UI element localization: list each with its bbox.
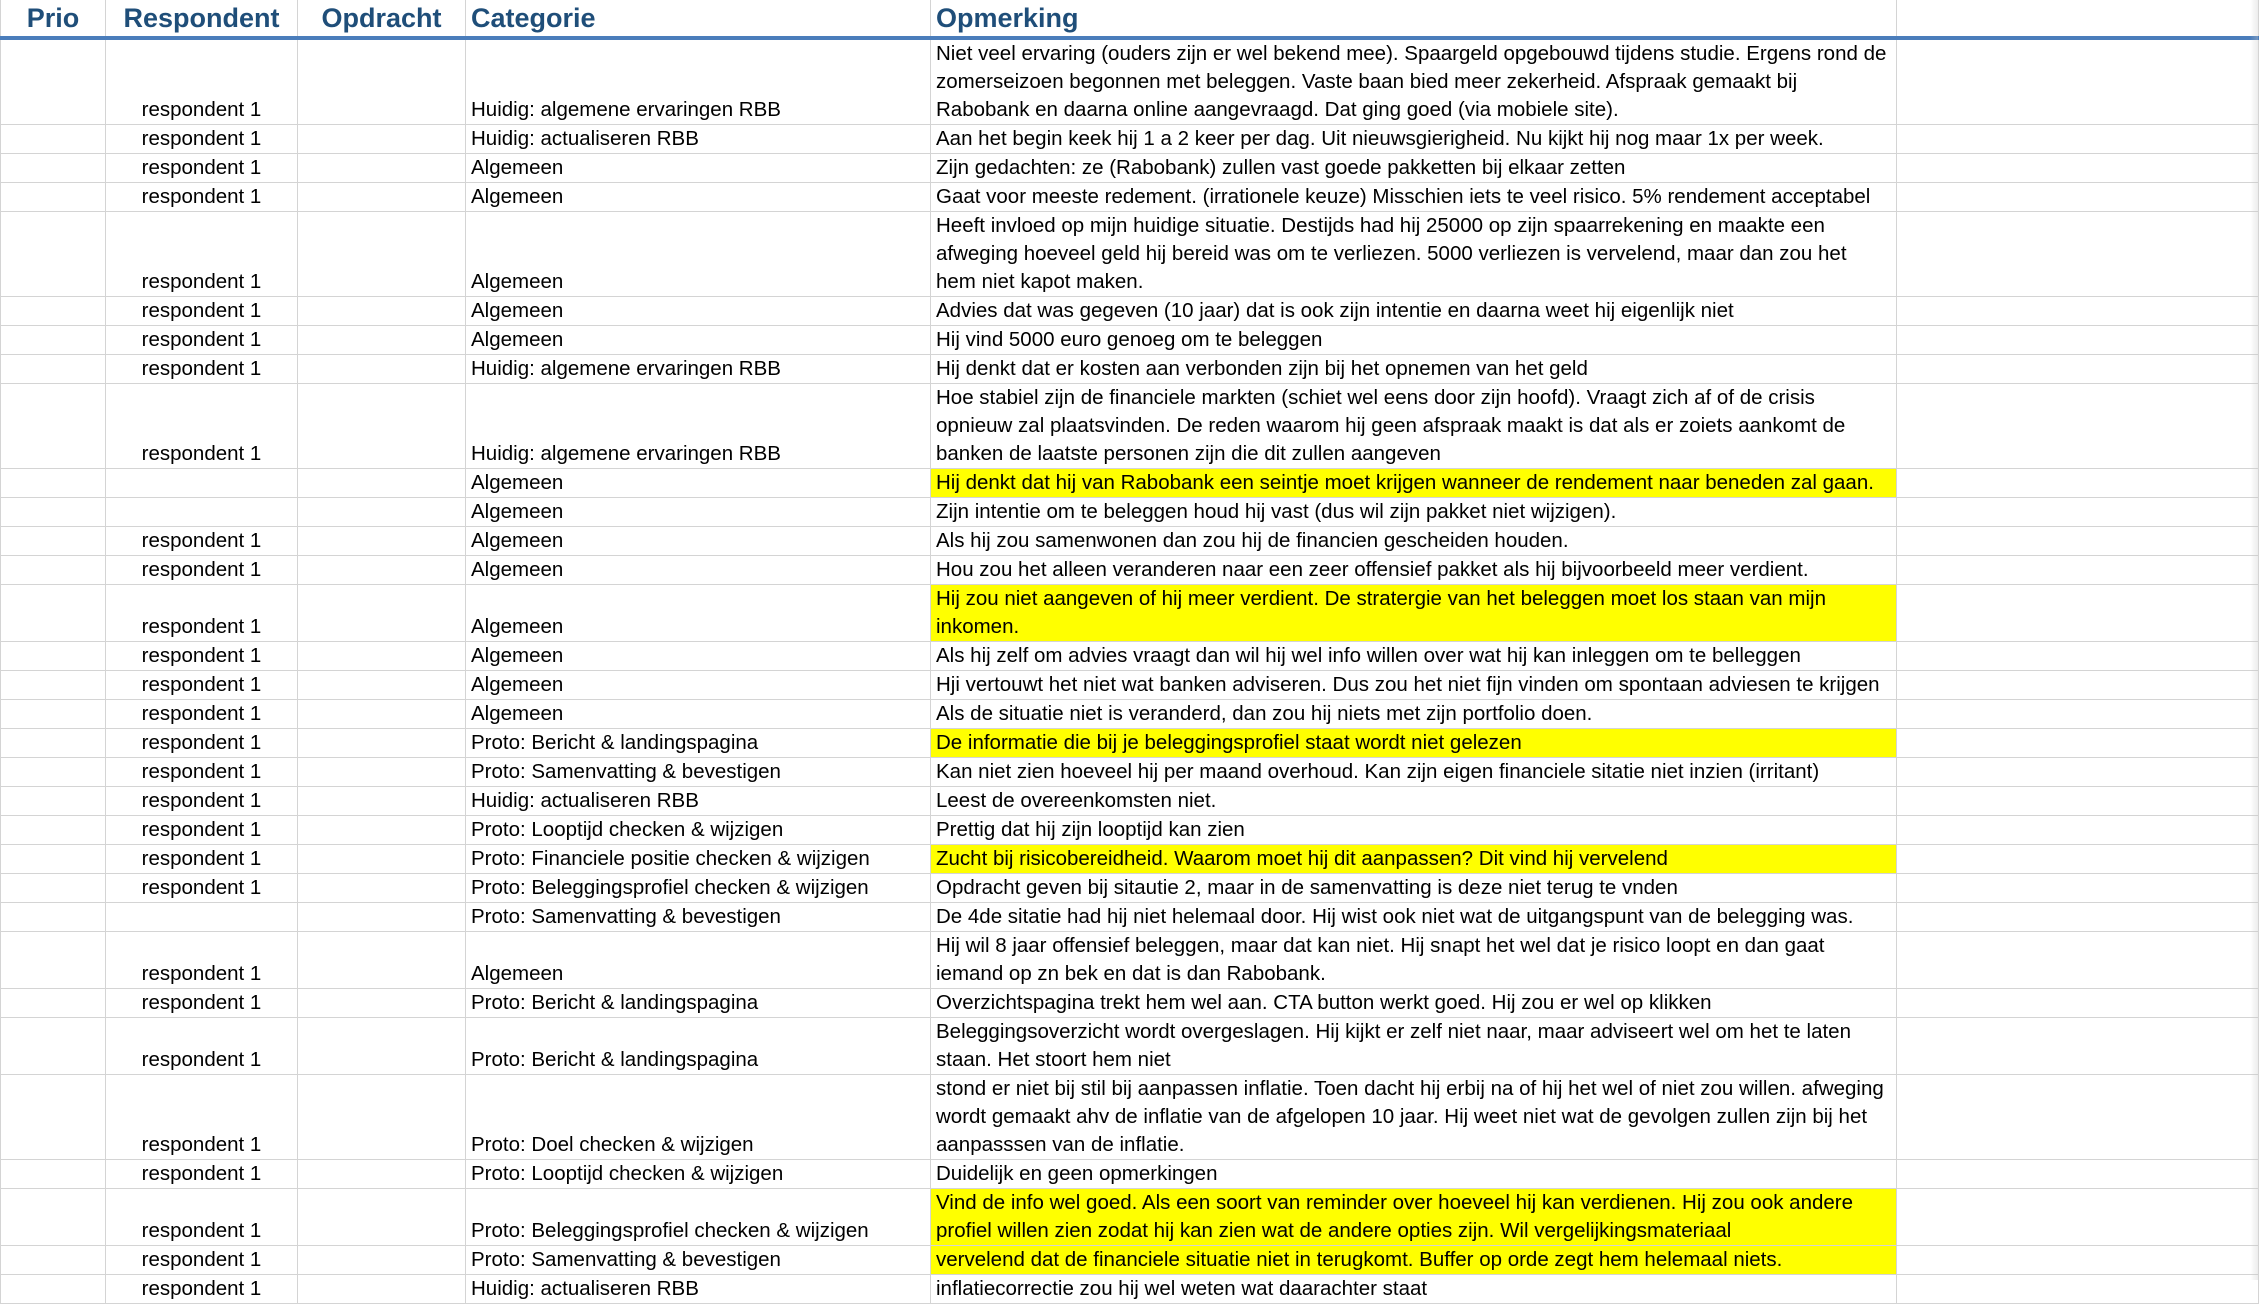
cell-categorie[interactable]: Proto: Bericht & landingspagina [466, 729, 931, 758]
cell-opdracht[interactable] [298, 700, 466, 729]
table-row[interactable] [1, 585, 2259, 642]
cell-empty[interactable] [1897, 297, 2259, 326]
table-row[interactable] [1, 1275, 2259, 1304]
cell-opdracht[interactable] [298, 183, 466, 212]
cell-opmerking[interactable]: Zijn gedachten: ze (Rabobank) zullen vast goede pakketten bij elkaar zetten [931, 154, 1897, 183]
cell-categorie[interactable]: Huidig: actualiseren RBB [466, 1275, 931, 1304]
cell-empty[interactable] [1897, 1075, 2259, 1160]
cell-opmerking[interactable]: Als hij zou samenwonen dan zou hij de financien gescheiden houden. [931, 527, 1897, 556]
cell-prio[interactable] [1, 729, 106, 758]
cell-opmerking[interactable]: Vind de info wel goed. Als een soort van reminder over hoeveel hij kan verdienen. Hij zou ook andere profiel willen zien zodat hij kan zien wat de andere opties zijn. Wil vergelijkingsmateriaal [931, 1189, 1897, 1246]
table-row[interactable] [1, 1160, 2259, 1189]
cell-empty[interactable] [1897, 989, 2259, 1018]
cell-prio[interactable] [1, 1018, 106, 1075]
cell-prio[interactable] [1, 125, 106, 154]
table-row[interactable] [1, 125, 2259, 154]
cell-categorie[interactable]: Proto: Beleggingsprofiel checken & wijzigen [466, 874, 931, 903]
cell-categorie[interactable]: Algemeen [466, 700, 931, 729]
cell-opdracht[interactable] [298, 125, 466, 154]
cell-prio[interactable] [1, 874, 106, 903]
cell-empty[interactable] [1897, 212, 2259, 297]
cell-categorie[interactable]: Proto: Doel checken & wijzigen [466, 1075, 931, 1160]
cell-opmerking[interactable]: Als hij zelf om advies vraagt dan wil hij wel info willen over wat hij kan inleggen om te belleggen [931, 642, 1897, 671]
column-header-prio[interactable]: Prio [1, 0, 106, 38]
cell-categorie[interactable]: Proto: Beleggingsprofiel checken & wijzigen [466, 1189, 931, 1246]
cell-opdracht[interactable] [298, 297, 466, 326]
cell-empty[interactable] [1897, 845, 2259, 874]
table-row[interactable] [1, 642, 2259, 671]
cell-respondent[interactable]: respondent 1 [106, 297, 298, 326]
cell-opmerking[interactable]: Hij zou niet aangeven of hij meer verdient. De stratergie van het beleggen moet los staan van mijn inkomen. [931, 585, 1897, 642]
table-row[interactable] [1, 700, 2259, 729]
table-row[interactable] [1, 556, 2259, 585]
cell-respondent[interactable]: respondent 1 [106, 556, 298, 585]
cell-empty[interactable] [1897, 355, 2259, 384]
cell-opmerking[interactable]: Hij vind 5000 euro genoeg om te beleggen [931, 326, 1897, 355]
cell-opdracht[interactable] [298, 154, 466, 183]
cell-opdracht[interactable] [298, 585, 466, 642]
cell-prio[interactable] [1, 642, 106, 671]
cell-categorie[interactable]: Algemeen [466, 642, 931, 671]
cell-respondent[interactable]: respondent 1 [106, 932, 298, 989]
table-row[interactable] [1, 1246, 2259, 1275]
cell-respondent[interactable] [106, 498, 298, 527]
cell-categorie[interactable]: Huidig: actualiseren RBB [466, 125, 931, 154]
cell-respondent[interactable]: respondent 1 [106, 154, 298, 183]
cell-opmerking[interactable]: vervelend dat de financiele situatie niet in terugkomt. Buffer op orde zegt hem helemaal niets. [931, 1246, 1897, 1275]
cell-respondent[interactable]: respondent 1 [106, 816, 298, 845]
cell-categorie[interactable]: Algemeen [466, 932, 931, 989]
cell-prio[interactable] [1, 787, 106, 816]
cell-empty[interactable] [1897, 384, 2259, 469]
table-row[interactable] [1, 384, 2259, 469]
cell-prio[interactable] [1, 700, 106, 729]
cell-categorie[interactable]: Huidig: algemene ervaringen RBB [466, 384, 931, 469]
cell-opmerking[interactable]: Beleggingsoverzicht wordt overgeslagen. Hij kijkt er zelf niet naar, maar adviseert wel om het te laten staan. Het stoort hem niet [931, 1018, 1897, 1075]
cell-categorie[interactable]: Algemeen [466, 469, 931, 498]
cell-prio[interactable] [1, 212, 106, 297]
cell-opdracht[interactable] [298, 326, 466, 355]
cell-opmerking[interactable]: De informatie die bij je beleggingsprofiel staat wordt niet gelezen [931, 729, 1897, 758]
cell-prio[interactable] [1, 1246, 106, 1275]
cell-prio[interactable] [1, 1275, 106, 1304]
cell-prio[interactable] [1, 154, 106, 183]
cell-opdracht[interactable] [298, 1189, 466, 1246]
cell-opmerking[interactable]: Hij denkt dat hij van Rabobank een seintje moet krijgen wanneer de rendement naar beneden zal gaan. [931, 469, 1897, 498]
cell-prio[interactable] [1, 384, 106, 469]
cell-opdracht[interactable] [298, 758, 466, 787]
cell-empty[interactable] [1897, 816, 2259, 845]
cell-empty[interactable] [1897, 642, 2259, 671]
cell-opdracht[interactable] [298, 903, 466, 932]
cell-opmerking[interactable]: Als de situatie niet is veranderd, dan zou hij niets met zijn portfolio doen. [931, 700, 1897, 729]
cell-prio[interactable] [1, 903, 106, 932]
cell-empty[interactable] [1897, 1018, 2259, 1075]
header-row [1, 0, 2259, 38]
cell-respondent[interactable]: respondent 1 [106, 671, 298, 700]
cell-opmerking[interactable]: Duidelijk en geen opmerkingen [931, 1160, 1897, 1189]
cell-empty[interactable] [1897, 1275, 2259, 1304]
table-row[interactable] [1, 903, 2259, 932]
cell-respondent[interactable]: respondent 1 [106, 384, 298, 469]
table-row[interactable] [1, 355, 2259, 384]
cell-opmerking[interactable]: Advies dat was gegeven (10 jaar) dat is ook zijn intentie en daarna weet hij eigenlijk niet [931, 297, 1897, 326]
cell-empty[interactable] [1897, 1246, 2259, 1275]
cell-opdracht[interactable] [298, 212, 466, 297]
cell-prio[interactable] [1, 758, 106, 787]
table-row[interactable] [1, 498, 2259, 527]
cell-empty[interactable] [1897, 932, 2259, 989]
cell-opmerking[interactable]: Zucht bij risicobereidheid. Waarom moet hij dit aanpassen? Dit vind hij vervelend [931, 845, 1897, 874]
cell-empty[interactable] [1897, 38, 2259, 125]
cell-respondent[interactable]: respondent 1 [106, 585, 298, 642]
table-body [1, 38, 2259, 1304]
cell-respondent[interactable]: respondent 1 [106, 38, 298, 125]
table-row[interactable] [1, 729, 2259, 758]
cell-empty[interactable] [1897, 1189, 2259, 1246]
cell-empty[interactable] [1897, 903, 2259, 932]
cell-categorie[interactable]: Huidig: algemene ervaringen RBB [466, 355, 931, 384]
table-row[interactable] [1, 787, 2259, 816]
cell-respondent[interactable]: respondent 1 [106, 642, 298, 671]
table-row[interactable] [1, 671, 2259, 700]
cell-empty[interactable] [1897, 527, 2259, 556]
cell-empty[interactable] [1897, 585, 2259, 642]
table-row[interactable] [1, 183, 2259, 212]
cell-opdracht[interactable] [298, 556, 466, 585]
cell-prio[interactable] [1, 355, 106, 384]
cell-opdracht[interactable] [298, 816, 466, 845]
cell-respondent[interactable]: respondent 1 [106, 183, 298, 212]
cell-prio[interactable] [1, 816, 106, 845]
cell-categorie[interactable]: Algemeen [466, 498, 931, 527]
cell-prio[interactable] [1, 845, 106, 874]
cell-categorie[interactable]: Algemeen [466, 585, 931, 642]
table-row[interactable] [1, 212, 2259, 297]
cell-prio[interactable] [1, 469, 106, 498]
table-row[interactable] [1, 38, 2259, 125]
cell-respondent[interactable]: respondent 1 [106, 845, 298, 874]
cell-respondent[interactable]: respondent 1 [106, 527, 298, 556]
cell-opdracht[interactable] [298, 787, 466, 816]
cell-opmerking[interactable]: Heeft invloed op mijn huidige situatie. Destijds had hij 25000 op zijn spaarrekening en maakte een afweging hoeveel geld hij bereid was om te verliezen. 5000 verliezen is vervelend, maar dan zou het hem niet kapot maken. [931, 212, 1897, 297]
cell-respondent[interactable]: respondent 1 [106, 989, 298, 1018]
cell-opmerking[interactable]: inflatiecorrectie zou hij wel weten wat daarachter staat [931, 1275, 1897, 1304]
cell-opmerking[interactable]: Overzichtspagina trekt hem wel aan. CTA button werkt goed. Hij zou er wel op klikken [931, 989, 1897, 1018]
cell-opmerking[interactable]: Gaat voor meeste redement. (irrationele keuze) Misschien iets te veel risico. 5% rendement acceptabel [931, 183, 1897, 212]
cell-opdracht[interactable] [298, 469, 466, 498]
cell-prio[interactable] [1, 932, 106, 989]
cell-opdracht[interactable] [298, 671, 466, 700]
cell-categorie[interactable]: Proto: Samenvatting & bevestigen [466, 1246, 931, 1275]
cell-prio[interactable] [1, 297, 106, 326]
cell-empty[interactable] [1897, 1160, 2259, 1189]
table-row[interactable] [1, 874, 2259, 903]
cell-empty[interactable] [1897, 326, 2259, 355]
cell-prio[interactable] [1, 671, 106, 700]
cell-opdracht[interactable] [298, 729, 466, 758]
table-row[interactable] [1, 932, 2259, 989]
cell-opmerking[interactable]: De 4de sitatie had hij niet helemaal door. Hij wist ook niet wat de uitgangspunt van de belegging was. [931, 903, 1897, 932]
cell-opmerking[interactable]: Opdracht geven bij sitautie 2, maar in de samenvatting is deze niet terug te vnden [931, 874, 1897, 903]
cell-empty[interactable] [1897, 874, 2259, 903]
cell-categorie[interactable]: Algemeen [466, 154, 931, 183]
cell-opmerking[interactable]: Hoe stabiel zijn de financiele markten (schiet wel eens door zijn hoofd). Vraagt zich af of de crisis opnieuw zal plaatsvinden. De reden waarom hij geen afspraak maakt is dat als er zoiets aankomt de banken de laatste personen zijn die dit zullen aangeven [931, 384, 1897, 469]
cell-opdracht[interactable] [298, 932, 466, 989]
cell-categorie[interactable]: Proto: Samenvatting & bevestigen [466, 758, 931, 787]
cell-prio[interactable] [1, 1189, 106, 1246]
cell-respondent[interactable] [106, 903, 298, 932]
cell-empty[interactable] [1897, 183, 2259, 212]
table-row[interactable] [1, 1189, 2259, 1246]
cell-empty[interactable] [1897, 758, 2259, 787]
cell-respondent[interactable]: respondent 1 [106, 212, 298, 297]
cell-opmerking[interactable]: Zijn intentie om te beleggen houd hij vast (dus wil zijn pakket niet wijzigen). [931, 498, 1897, 527]
cell-prio[interactable] [1, 1075, 106, 1160]
cell-opdracht[interactable] [298, 1275, 466, 1304]
cell-prio[interactable] [1, 556, 106, 585]
cell-respondent[interactable]: respondent 1 [106, 355, 298, 384]
cell-opdracht[interactable] [298, 874, 466, 903]
cell-respondent[interactable]: respondent 1 [106, 1275, 298, 1304]
table-row[interactable] [1, 1075, 2259, 1160]
cell-categorie[interactable]: Proto: Samenvatting & bevestigen [466, 903, 931, 932]
cell-categorie[interactable]: Algemeen [466, 212, 931, 297]
cell-opmerking[interactable]: Leest de overeenkomsten niet. [931, 787, 1897, 816]
cell-opmerking[interactable]: stond er niet bij stil bij aanpassen inflatie. Toen dacht hij erbij na of hij het wel of niet zou willen. afweging wordt gemaakt ahv de inflatie van de afgelopen 10 jaar. Hij weet niet wat de gevolgen zullen zijn bij het aanpasssen van de inflatie. [931, 1075, 1897, 1160]
table-row[interactable] [1, 297, 2259, 326]
cell-opdracht[interactable] [298, 38, 466, 125]
cell-respondent[interactable]: respondent 1 [106, 700, 298, 729]
cell-categorie[interactable]: Proto: Bericht & landingspagina [466, 1018, 931, 1075]
cell-opdracht[interactable] [298, 355, 466, 384]
cell-opdracht[interactable] [298, 498, 466, 527]
cell-respondent[interactable]: respondent 1 [106, 1018, 298, 1075]
cell-prio[interactable] [1, 585, 106, 642]
cell-opdracht[interactable] [298, 1246, 466, 1275]
cell-respondent[interactable] [106, 469, 298, 498]
cell-categorie[interactable]: Proto: Bericht & landingspagina [466, 989, 931, 1018]
cell-opdracht[interactable] [298, 845, 466, 874]
table-row[interactable] [1, 469, 2259, 498]
cell-categorie[interactable]: Algemeen [466, 183, 931, 212]
cell-empty[interactable] [1897, 125, 2259, 154]
cell-respondent[interactable]: respondent 1 [106, 125, 298, 154]
table-row[interactable] [1, 1018, 2259, 1075]
cell-respondent[interactable]: respondent 1 [106, 758, 298, 787]
column-header-respondent[interactable]: Respondent [106, 0, 298, 38]
cell-empty[interactable] [1897, 787, 2259, 816]
cell-opmerking[interactable]: Hji vertouwt het niet wat banken adviseren. Dus zou het niet fijn vinden om spontaan adviesen te krijgen [931, 671, 1897, 700]
cell-opmerking[interactable]: Prettig dat hij zijn looptijd kan zien [931, 816, 1897, 845]
cell-categorie[interactable]: Proto: Financiele positie checken & wijzigen [466, 845, 931, 874]
cell-opmerking[interactable]: Hij denkt dat er kosten aan verbonden zijn bij het opnemen van het geld [931, 355, 1897, 384]
cell-respondent[interactable]: respondent 1 [106, 1246, 298, 1275]
column-header-categorie[interactable]: Categorie [466, 0, 931, 38]
column-header-opdracht[interactable]: Opdracht [298, 0, 466, 38]
cell-prio[interactable] [1, 1160, 106, 1189]
cell-empty[interactable] [1897, 671, 2259, 700]
cell-opmerking[interactable]: Kan niet zien hoeveel hij per maand overhoud. Kan zijn eigen financiele sitatie niet inzien (irritant) [931, 758, 1897, 787]
cell-opmerking[interactable]: Hou zou het alleen veranderen naar een zeer offensief pakket als hij bijvoorbeeld meer verdient. [931, 556, 1897, 585]
cell-respondent[interactable]: respondent 1 [106, 1189, 298, 1246]
cell-respondent[interactable]: respondent 1 [106, 326, 298, 355]
cell-categorie[interactable]: Proto: Looptijd checken & wijzigen [466, 816, 931, 845]
cell-categorie[interactable]: Algemeen [466, 527, 931, 556]
column-header-opmerking[interactable]: Opmerking [931, 0, 1897, 38]
cell-respondent[interactable]: respondent 1 [106, 874, 298, 903]
table-row[interactable] [1, 816, 2259, 845]
cell-opdracht[interactable] [298, 527, 466, 556]
cell-empty[interactable] [1897, 729, 2259, 758]
table-row[interactable] [1, 326, 2259, 355]
cell-opdracht[interactable] [298, 642, 466, 671]
cell-opdracht[interactable] [298, 1018, 466, 1075]
cell-prio[interactable] [1, 326, 106, 355]
cell-empty[interactable] [1897, 154, 2259, 183]
cell-categorie[interactable]: Proto: Looptijd checken & wijzigen [466, 1160, 931, 1189]
table-row[interactable] [1, 154, 2259, 183]
cell-categorie[interactable]: Algemeen [466, 326, 931, 355]
cell-opdracht[interactable] [298, 1075, 466, 1160]
cell-opdracht[interactable] [298, 384, 466, 469]
cell-opdracht[interactable] [298, 1160, 466, 1189]
cell-prio[interactable] [1, 989, 106, 1018]
cell-prio[interactable] [1, 183, 106, 212]
table-row[interactable] [1, 758, 2259, 787]
cell-empty[interactable] [1897, 556, 2259, 585]
cell-opmerking[interactable]: Hij wil 8 jaar offensief beleggen, maar dat kan niet. Hij snapt het wel dat je risico loopt en dan gaat iemand op zn bek en dat is dan Rabobank. [931, 932, 1897, 989]
cell-categorie[interactable]: Algemeen [466, 671, 931, 700]
cell-empty[interactable] [1897, 469, 2259, 498]
cell-categorie[interactable]: Huidig: algemene ervaringen RBB [466, 38, 931, 125]
table-row[interactable] [1, 989, 2259, 1018]
cell-respondent[interactable]: respondent 1 [106, 729, 298, 758]
cell-prio[interactable] [1, 38, 106, 125]
cell-respondent[interactable]: respondent 1 [106, 1160, 298, 1189]
cell-categorie[interactable]: Algemeen [466, 297, 931, 326]
table-row[interactable] [1, 845, 2259, 874]
cell-opmerking[interactable]: Niet veel ervaring (ouders zijn er wel bekend mee). Spaargeld opgebouwd tijdens studie. Ergens rond de zomerseizoen begonnen met beleggen. Vaste baan bied meer zekerheid. Afspraak gemaakt bij Rabobank en daarna online aangevraagd. Dat ging goed (via mobiele site). [931, 38, 1897, 125]
cell-respondent[interactable]: respondent 1 [106, 1075, 298, 1160]
cell-categorie[interactable]: Algemeen [466, 556, 931, 585]
cell-empty[interactable] [1897, 700, 2259, 729]
table-row[interactable] [1, 527, 2259, 556]
cell-prio[interactable] [1, 527, 106, 556]
cell-prio[interactable] [1, 498, 106, 527]
cell-opdracht[interactable] [298, 989, 466, 1018]
column-header-empty[interactable] [1897, 0, 2259, 38]
cell-categorie[interactable]: Huidig: actualiseren RBB [466, 787, 931, 816]
cell-opmerking[interactable]: Aan het begin keek hij 1 a 2 keer per dag. Uit nieuwsgierigheid. Nu kijkt hij nog maar 1x per week. [931, 125, 1897, 154]
cell-respondent[interactable]: respondent 1 [106, 787, 298, 816]
cell-empty[interactable] [1897, 498, 2259, 527]
